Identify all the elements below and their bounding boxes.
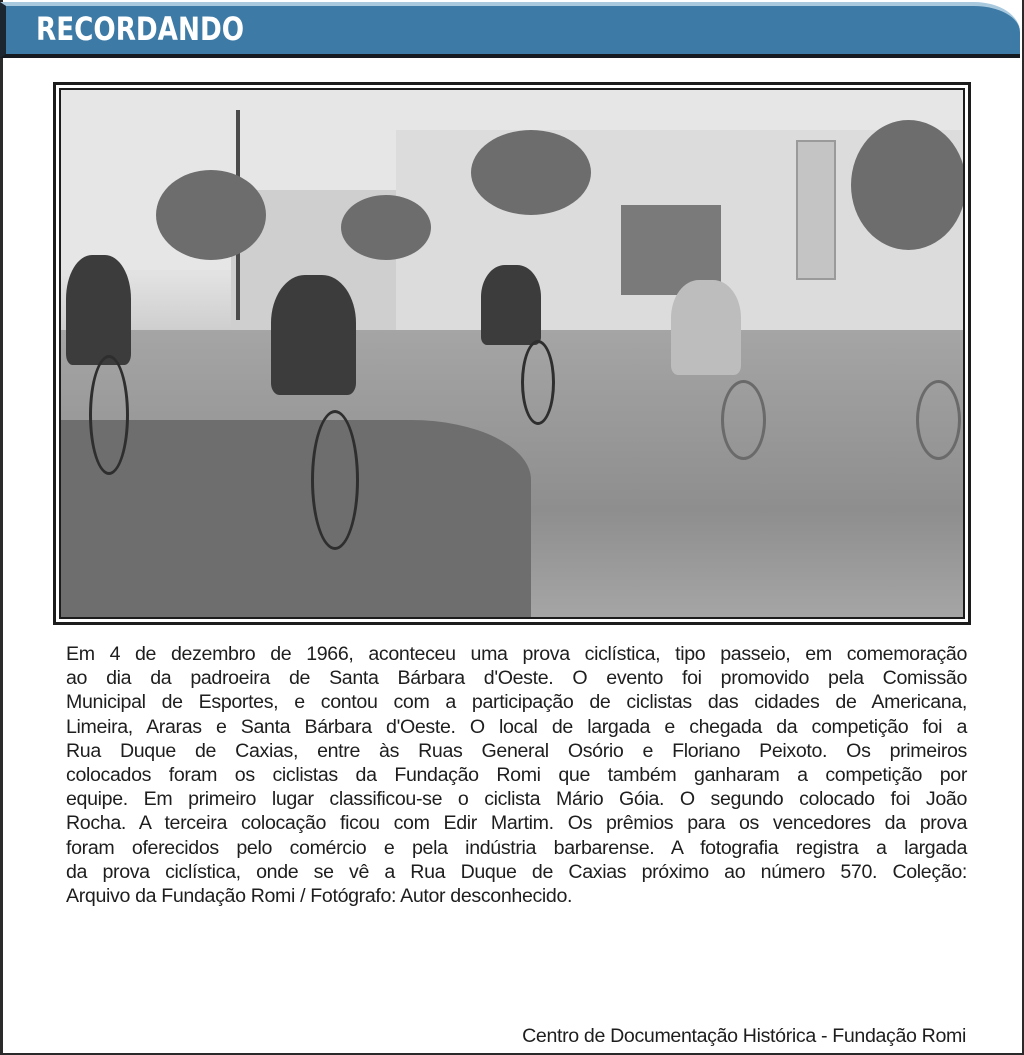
- photo-frame: [53, 82, 971, 625]
- article-line: foram oferecidos pelo comércio e pela indústria barbarense. A fotografia registra a largada: [66, 836, 967, 859]
- photo-bike-wheel: [311, 410, 359, 550]
- photo-bike-wheel: [89, 355, 129, 475]
- article-line: ao dia da padroeira de Santa Bárbara d'Oeste. O evento foi promovido pela Comissão: [66, 667, 967, 690]
- photo-cyclist: [671, 280, 741, 375]
- photo-cyclist: [271, 275, 356, 395]
- photo-credit: Centro de Documentação Histórica - Fundação Romi: [522, 1025, 966, 1047]
- article-line: Limeira, Araras e Santa Bárbara d'Oeste. O local de largada e chegada da competição foi a: [66, 715, 967, 738]
- photo-bike-wheel: [916, 380, 961, 460]
- photo-bike-wheel: [521, 340, 555, 425]
- photo-tree: [156, 170, 266, 260]
- photo-bike-wheel: [721, 380, 766, 460]
- photo-window: [796, 140, 836, 280]
- historic-photo: [59, 88, 965, 619]
- article-line: Rua Duque de Caxias, entre às Ruas General Osório e Floriano Peixoto. Os primeiros: [66, 739, 967, 762]
- photo-cyclist: [481, 265, 541, 345]
- photo-tree: [341, 195, 431, 260]
- photo-tree: [471, 130, 591, 215]
- article-line: da prova ciclística, onde se vê a Rua Duque de Caxias próximo ao número 570. Coleção:: [66, 860, 967, 883]
- article-line: Municipal de Esportes, e contou com a participação de ciclistas das cidades de Americana,: [66, 691, 967, 714]
- article-line: colocados foram os ciclistas da Fundação Romi que também ganharam a competição por: [66, 764, 967, 787]
- photo-cyclist: [66, 255, 131, 365]
- article-body: [66, 642, 967, 908]
- article-line: equipe. Em primeiro lugar classificou-se o ciclista Mário Góia. O segundo colocado foi João: [66, 788, 967, 811]
- section-header: [0, 0, 1024, 62]
- photo-tree: [851, 120, 965, 250]
- article-line: Em 4 de dezembro de 1966, aconteceu uma prova ciclística, tipo passeio, em comemoração: [66, 643, 967, 665]
- section-title: RECORDANDO: [36, 10, 245, 48]
- article-line: Rocha. A terceira colocação ficou com Edir Martim. Os prêmios para os vencedores da prova: [66, 812, 967, 835]
- photo-road-shadow: [61, 420, 531, 619]
- article-line: Arquivo da Fundação Romi / Fotógrafo: Autor desconhecido.: [66, 885, 573, 908]
